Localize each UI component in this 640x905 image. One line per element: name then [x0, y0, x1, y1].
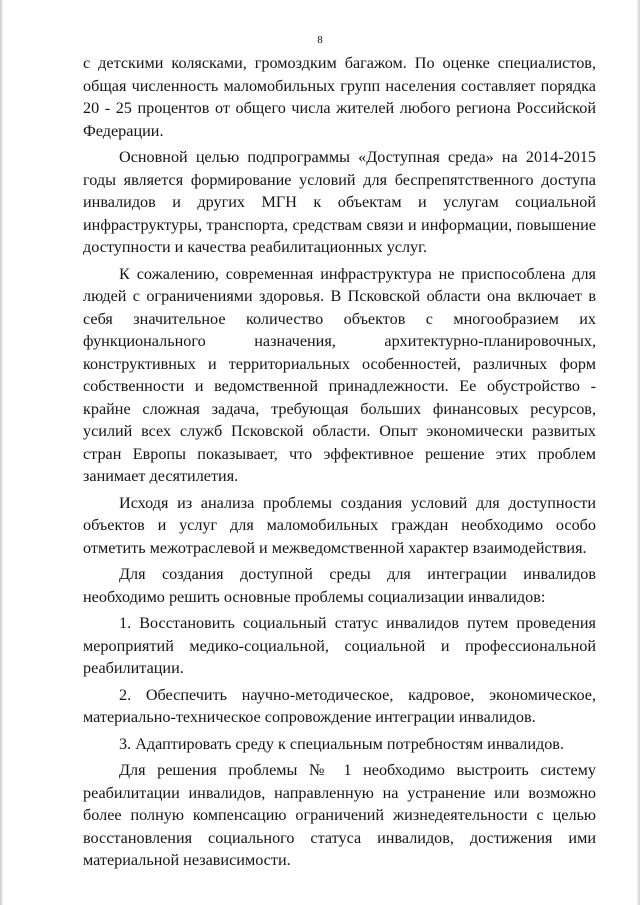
list-item-3: 3. Адаптировать среду к специальным потребностям инвалидов.: [119, 734, 564, 753]
paragraph-2: Основной целью подпрограммы «Доступная среда» на 2014-2015 годы является формирование условий для беспрепятственного доступа инвалидов и других МГН к объектам и услугам социальной инфраструктуры, транспорта, средствам связи и информации, повышение доступности и качества реабилитационных услуг.: [83, 148, 596, 256]
paragraph-6: Для решения проблемы № 1 необходимо выстроить систему реабилитации инвалидов, направленную на устранение или возможно более полную компенсацию ограничений жизнедеятельности с целью восстановления социального статуса инвалидов, достижения ими материальной независимости.: [83, 761, 596, 869]
list-item-2: 2. Обеспечить научно-методическое, кадровое, экономическое, материально-техническое сопровождение интеграции инвалидов.: [83, 685, 596, 726]
paragraph-3: К сожалению, современная инфраструктура не приспособлена для людей с ограничениями здоровья. В Псковской области она включает в себя значительное количество объектов с многообразием их функционального назначения, архитектурно-планировочных, конструктивных и территориальных особенностей, различных форм собственности и ведомственной принадлежности. Ее обустройство - крайне сложная задача, требующая больших финансовых ресурсов, усилий всех служб Псковской области. Опыт экономически развитых стран Европы показывает, что эффективное решение этих проблем занимает десятилетия.: [83, 264, 596, 485]
list-item-1: 1. Восстановить социальный статус инвалидов путем проведения мероприятий медико-социальной, социальной и профессиональной реабилитации.: [83, 614, 596, 677]
page-number: 8: [317, 34, 323, 46]
paragraph-5: Для создания доступной среды для интеграции инвалидов необходимо решить основные проблемы социализации инвалидов:: [83, 565, 596, 606]
document-body: [83, 52, 596, 876]
scan-edge-left: [0, 0, 3, 905]
paragraph-1: с детскими колясками, громоздким багажом. По оценке специалистов, общая численность маломобильных групп населения составляет порядка 20 - 25 процентов от общего числа жителей любого региона Российской Федерации.: [83, 54, 596, 140]
paragraph-4: Исходя из анализа проблемы создания условий для доступности объектов и услуг для маломобильных граждан необходимо особо отметить межотраслевой и межведомственной характер взаимодействия.: [83, 493, 596, 557]
